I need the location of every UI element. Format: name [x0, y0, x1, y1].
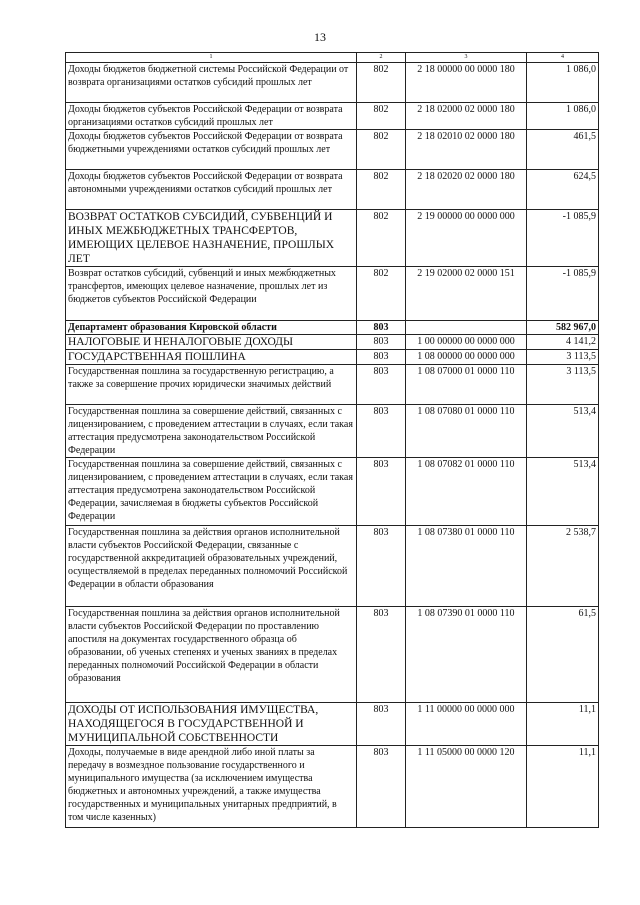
row-budget-code-cell: 2 19 00000 00 0000 000	[406, 210, 527, 267]
row-amount-cell: -1 085,9	[527, 210, 599, 267]
row-name-cell: Доходы бюджетов бюджетной системы Российской Федерации от возврата организациями остатков субсидий прошлых лет	[66, 63, 357, 103]
row-amount-cell: 11,1	[527, 703, 599, 746]
row-name-cell: Государственная пошлина за государственную регистрацию, а также за совершение прочих юридически значимых действий	[66, 365, 357, 405]
row-amount-cell: 3 113,5	[527, 350, 599, 365]
table-row	[66, 607, 599, 703]
row-amount-cell: 513,4	[527, 458, 599, 526]
row-admin-code-cell: 803	[357, 405, 406, 458]
row-budget-code-cell: 1 00 00000 00 0000 000	[406, 335, 527, 350]
header-col-2: 2	[357, 53, 406, 63]
row-admin-code-cell: 803	[357, 746, 406, 828]
row-admin-code-cell: 803	[357, 607, 406, 703]
row-admin-code-cell: 802	[357, 267, 406, 321]
row-budget-code-cell: 1 11 05000 00 0000 120	[406, 746, 527, 828]
row-admin-code-cell: 802	[357, 170, 406, 210]
table-header-row	[66, 53, 599, 63]
row-admin-code-cell: 802	[357, 210, 406, 267]
table-row	[66, 350, 599, 365]
table-row	[66, 170, 599, 210]
table-row	[66, 63, 599, 103]
row-amount-cell: 582 967,0	[527, 321, 599, 335]
row-admin-code-cell: 803	[357, 365, 406, 405]
row-budget-code-cell: 2 18 02020 02 0000 180	[406, 170, 527, 210]
table-row	[66, 526, 599, 607]
table-row	[66, 746, 599, 828]
row-admin-code-cell: 803	[357, 350, 406, 365]
row-admin-code-cell: 803	[357, 526, 406, 607]
row-name-cell: Доходы бюджетов субъектов Российской Федерации от возврата автономными учреждениями остатков субсидий прошлых лет	[66, 170, 357, 210]
row-name-cell: Возврат остатков субсидий, субвенций и иных межбюджетных трансфертов, имеющих целевое назначение, прошлых лет из бюджетов субъектов Российской Федерации	[66, 267, 357, 321]
row-budget-code-cell: 1 08 00000 00 0000 000	[406, 350, 527, 365]
table-row	[66, 130, 599, 170]
row-budget-code-cell: 1 11 00000 00 0000 000	[406, 703, 527, 746]
row-admin-code-cell: 803	[357, 703, 406, 746]
row-admin-code-cell: 803	[357, 458, 406, 526]
row-name-cell: Государственная пошлина за действия органов исполнительной власти субъектов Российской Федерации, связанные с государственной аккредитацией образовательных учреждений, осуществляемой в пределах переданных полномочий Российской Федерации в области образования	[66, 526, 357, 607]
row-budget-code-cell: 2 19 02000 02 0000 151	[406, 267, 527, 321]
row-admin-code-cell: 803	[357, 321, 406, 335]
row-amount-cell: 624,5	[527, 170, 599, 210]
row-admin-code-cell: 802	[357, 130, 406, 170]
row-amount-cell: 1 086,0	[527, 63, 599, 103]
page-number: 13	[314, 30, 326, 44]
row-amount-cell: 2 538,7	[527, 526, 599, 607]
row-name-cell: Государственная пошлина за совершение действий, связанных с лицензированием, с проведением аттестации в случаях, если такая аттестация предусмотрена законодательством Российской Федерации	[66, 405, 357, 458]
table-row	[66, 405, 599, 458]
table-row	[66, 210, 599, 267]
row-amount-cell: 513,4	[527, 405, 599, 458]
row-name-cell: НАЛОГОВЫЕ И НЕНАЛОГОВЫЕ ДОХОДЫ	[66, 335, 357, 350]
table-row	[66, 335, 599, 350]
row-name-cell: ДОХОДЫ ОТ ИСПОЛЬЗОВАНИЯ ИМУЩЕСТВА, НАХОДЯЩЕГОСЯ В ГОСУДАРСТВЕННОЙ И МУНИЦИПАЛЬНОЙ СОБСТВЕННОСТИ	[66, 703, 357, 746]
row-budget-code-cell: 2 18 02000 02 0000 180	[406, 103, 527, 130]
header-col-4: 4	[527, 53, 599, 63]
table-row	[66, 703, 599, 746]
row-budget-code-cell: 1 08 07080 01 0000 110	[406, 405, 527, 458]
row-budget-code-cell: 1 08 07082 01 0000 110	[406, 458, 527, 526]
row-name-cell: ВОЗВРАТ ОСТАТКОВ СУБСИДИЙ, СУБВЕНЦИЙ И ИНЫХ МЕЖБЮДЖЕТНЫХ ТРАНСФЕРТОВ, ИМЕЮЩИХ ЦЕЛЕВОЕ НАЗНАЧЕНИЕ, ПРОШЛЫХ ЛЕТ	[66, 210, 357, 267]
row-name-cell: Доходы, получаемые в виде арендной либо иной платы за передачу в возмездное пользование государственного и муниципального имущества (за исключением имущества бюджетных и автономных учреждений, а также имущества государственных и муниципальных унитарных предприятий, в том числе казенных)	[66, 746, 357, 828]
row-name-cell: ГОСУДАРСТВЕННАЯ ПОШЛИНА	[66, 350, 357, 365]
row-budget-code-cell: 1 08 07380 01 0000 110	[406, 526, 527, 607]
row-budget-code-cell: 1 08 07390 01 0000 110	[406, 607, 527, 703]
table-row	[66, 103, 599, 130]
header-col-1: 1	[66, 53, 357, 63]
header-col-3: 3	[406, 53, 527, 63]
table-row	[66, 267, 599, 321]
row-amount-cell: 461,5	[527, 130, 599, 170]
row-admin-code-cell: 802	[357, 103, 406, 130]
row-amount-cell: -1 085,9	[527, 267, 599, 321]
row-budget-code-cell: 1 08 07000 01 0000 110	[406, 365, 527, 405]
table-row	[66, 458, 599, 526]
row-name-cell: Государственная пошлина за совершение действий, связанных с лицензированием, с проведением аттестации в случаях, если такая аттестация предусмотрена законодательством Российской Федерации, зачисляемая в бюджеты субъектов Российской Федерации	[66, 458, 357, 526]
row-budget-code-cell: 2 18 00000 00 0000 180	[406, 63, 527, 103]
row-name-cell: Доходы бюджетов субъектов Российской Федерации от возврата организациями остатков субсидий прошлых лет	[66, 103, 357, 130]
row-admin-code-cell: 802	[357, 63, 406, 103]
row-amount-cell: 11,1	[527, 746, 599, 828]
row-budget-code-cell	[406, 321, 527, 335]
row-amount-cell: 1 086,0	[527, 103, 599, 130]
row-name-cell: Государственная пошлина за действия органов исполнительной власти субъектов Российской Федерации по проставлению апостиля на документах государственного образца об образовании, об ученых степенях и ученых званиях в пределах переданных полномочий Российской Федерации в области образования	[66, 607, 357, 703]
row-amount-cell: 61,5	[527, 607, 599, 703]
revenue-table	[65, 52, 599, 828]
row-amount-cell: 3 113,5	[527, 365, 599, 405]
row-budget-code-cell: 2 18 02010 02 0000 180	[406, 130, 527, 170]
row-name-cell: Департамент образования Кировской области	[66, 321, 357, 335]
table-row	[66, 321, 599, 335]
table-row	[66, 365, 599, 405]
row-amount-cell: 4 141,2	[527, 335, 599, 350]
row-name-cell: Доходы бюджетов субъектов Российской Федерации от возврата бюджетными учреждениями остатков субсидий прошлых лет	[66, 130, 357, 170]
row-admin-code-cell: 803	[357, 335, 406, 350]
